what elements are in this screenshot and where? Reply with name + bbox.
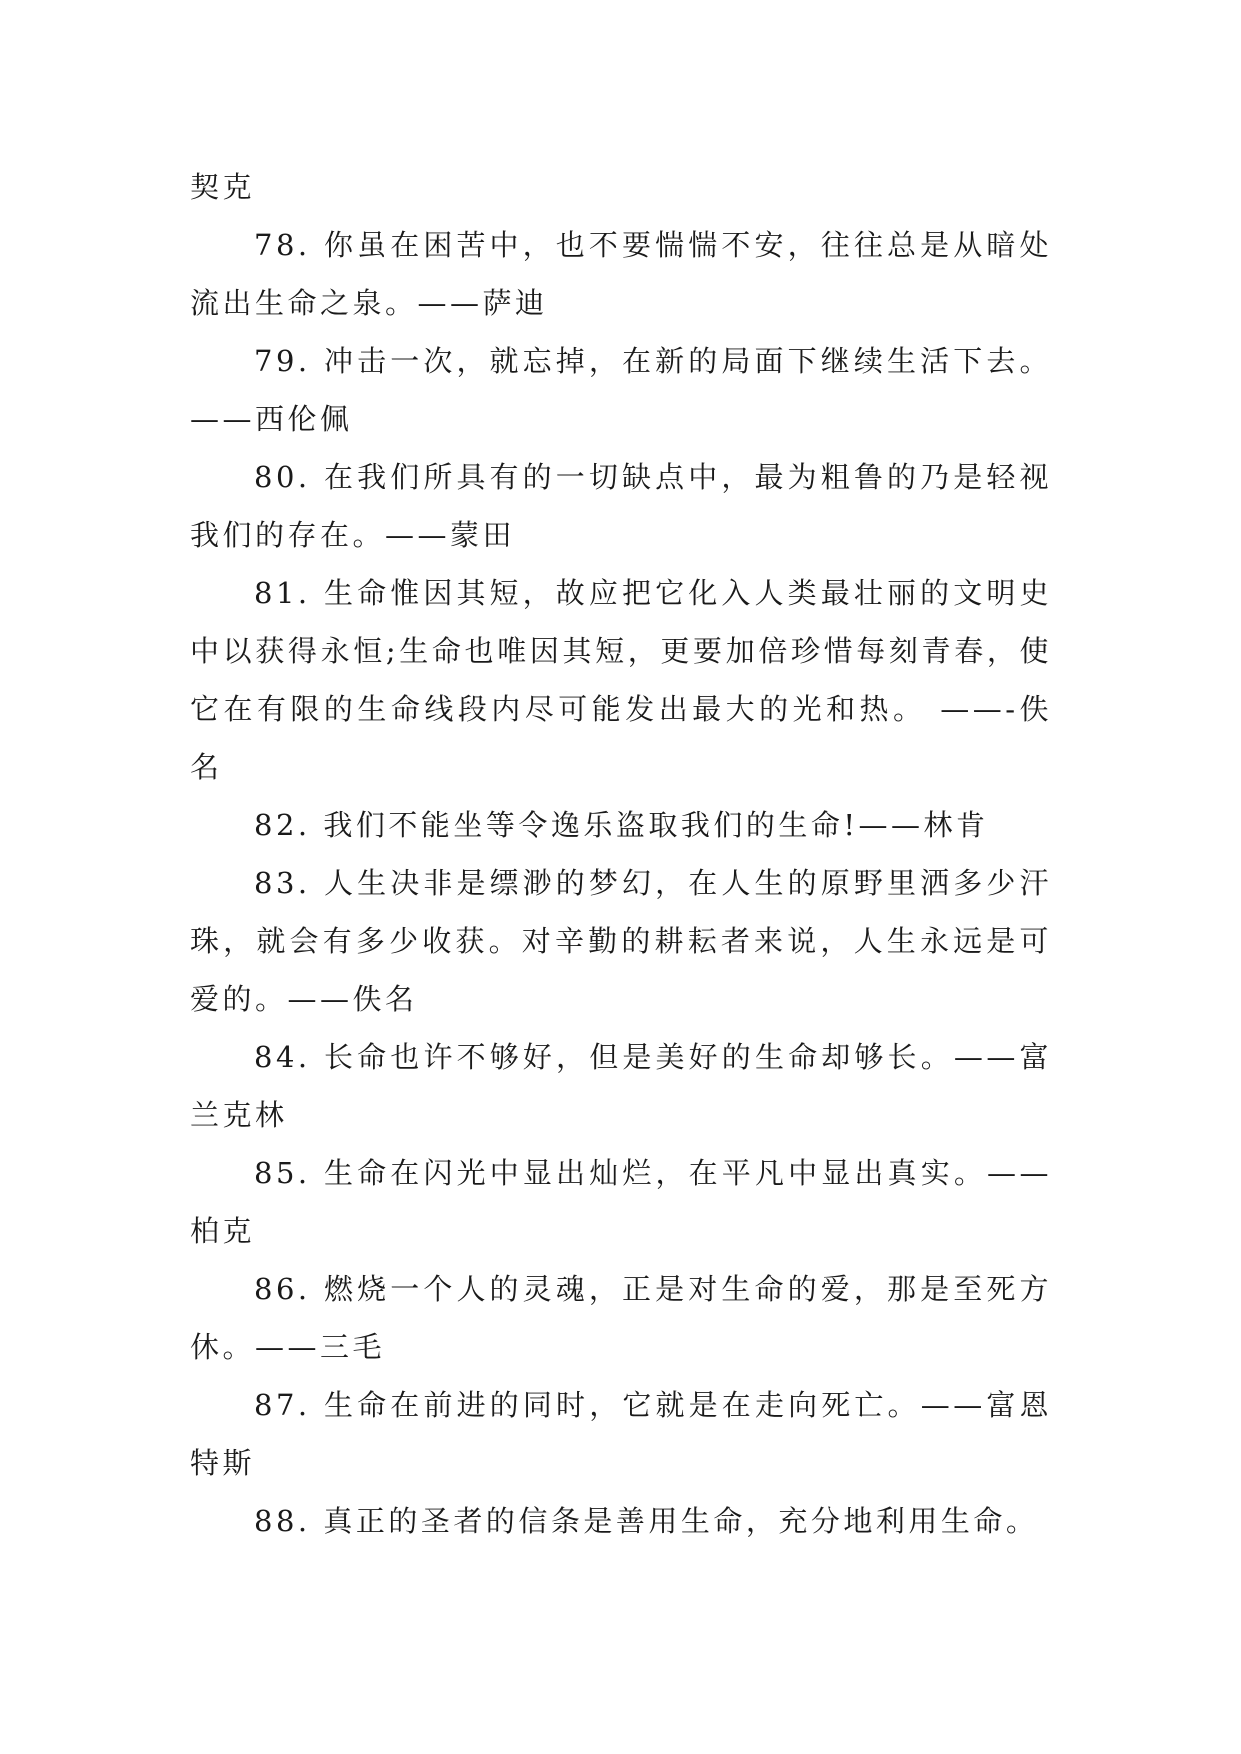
quote-81: 81. 生命惟因其短，故应把它化入人类最壮丽的文明史中以获得永恒;生命也唯因其短，更要加倍珍惜每刻青春，使它在有限的生命线段内尽可能发出最大的光和热。 ——-佚名 (190, 576, 1052, 784)
quote-84: 84. 长命也许不够好，但是美好的生命却够长。——富兰克林 (190, 1040, 1052, 1132)
quote-80: 80. 在我们所具有的一切缺点中，最为粗鲁的乃是轻视我们的存在。——蒙田 (190, 460, 1052, 552)
quote-83: 83. 人生决非是缥渺的梦幻，在人生的原野里洒多少汗珠，就会有多少收获。对辛勤的耕耘者来说，人生永远是可爱的。——佚名 (190, 866, 1052, 1016)
quote-list (190, 158, 1052, 1550)
quote-78: 78. 你虽在困苦中，也不要惴惴不安，往往总是从暗处流出生命之泉。——萨迪 (190, 228, 1052, 320)
quote-88: 88. 真正的圣者的信条是善用生命，充分地利用生命。 (254, 1504, 1039, 1538)
quote-82: 82. 我们不能坐等令逸乐盗取我们的生命!——林肯 (254, 808, 989, 842)
quote-85: 85. 生命在闪光中显出灿烂，在平凡中显出真实。——柏克 (190, 1156, 1052, 1248)
quote-86: 86. 燃烧一个人的灵魂，正是对生命的爱，那是至死方休。——三毛 (190, 1272, 1052, 1364)
paragraph-continuation: 契克 (190, 170, 256, 204)
quote-79: 79. 冲击一次，就忘掉，在新的局面下继续生活下去。——西伦佩 (190, 344, 1052, 436)
quote-87: 87. 生命在前进的同时，它就是在走向死亡。——富恩特斯 (190, 1388, 1052, 1480)
